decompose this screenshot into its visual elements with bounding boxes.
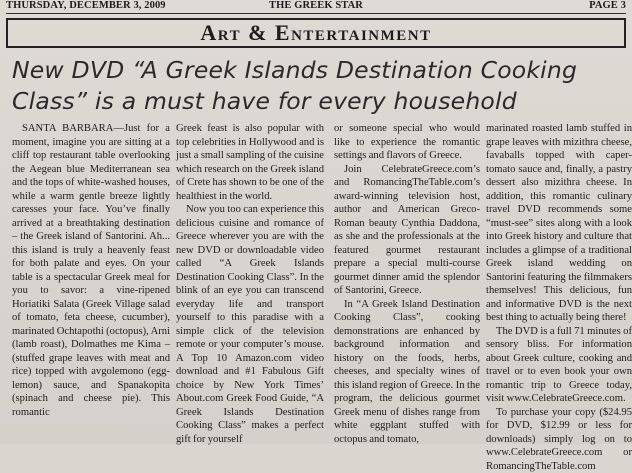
paragraph: Greek feast is also popular with top celebrities in Hollywood and is just a small sampling of the cuisine which research on the Greek island of Crete has shown to be one of the healthiest in the world. (176, 122, 324, 203)
issue-date: THURSDAY, DECEMBER 3, 2009 (6, 0, 166, 11)
masthead (6, 0, 626, 14)
paragraph: The DVD is a full 71 minutes of sensory bliss. For information about Greek culture, cooking and travel or to even book your own romantic trip to Greece today, visit www.CelebrateGreece.com. (486, 325, 632, 406)
article-column-1 (12, 122, 170, 419)
newspaper-name: THE GREEK STAR (6, 0, 626, 11)
paragraph: In “A Greek Island Destination Cooking Class”, cooking demonstrations are enhanced by background information and history on the foods, herbs, cheeses, and specialty wines of this island region of Greece. In the program, the delicious gourmet Greek menu of dishes range from white eggplant stuffed with octopus and tomato, (334, 298, 480, 447)
article-column-3 (334, 122, 480, 446)
paragraph: Now you too can experience this delicious cuisine and romance of Greece wherever you are with the new DVD or downloadable video called “A Greek Islands Destination Cooking Class”. In the blink of an eye you can transcend everyday life and transport yourself to this paradise with a simple click of the television remote or your computer’s mouse. A Top 10 Amazon.com video download and #1 Fabulous Gift choice by New York Times’ About.com Greek Food Guide, “A Greek Islands Destination Cooking Class” makes a perfect gift for yourself (176, 203, 324, 446)
page-number: PAGE 3 (589, 0, 626, 11)
paragraph: or someone special who would like to experience the romantic settings and flavors of Greece. (334, 122, 480, 163)
article-body (8, 122, 632, 444)
section-header (6, 18, 626, 48)
article-column-2 (176, 122, 324, 446)
article-headline: New DVD “A Greek Islands Destination Cooking Class” is a must have for every household (12, 55, 624, 117)
article-column-4 (486, 122, 632, 473)
paragraph: SANTA BARBARA—Just for a moment, imagine you are sitting at a cliff top restaurant table overlooking the Aegean blue Mediterranean sea and the tops of white-washed houses, while a warm gentle breeze lightly caresses your face. You’ve finally arrived at a breathtaking destination – the Greek island of Santorini. Ah... this island is truly a heavenly feast for both palate and eyes. On your table is a spectacular Greek meal for you to savor: a vine-ripened Horiatiki Salata (Greek Village salad of tomato, feta cheese, cucumber), marinated Ochtapothi (octopus), Arni (lamb roast), Dolmathes me Kima – (stuffed grape leaves with meat and rice) topped with avgolemono (egg-lemon) sauce, and Spanakopita (spinach and cheese pie). This romantic (12, 122, 170, 419)
paragraph: marinated roasted lamb stuffed in grape leaves with mizithra cheese, favaballs topped with caper-tomato sauce and, finally, a pastry dessert also mizithra cheese. In addition, this romantic culinary travel DVD recommends some “must-see” sites along with a look into Greek history and culture that includes a glimpse of a traditional Greek island wedding on Santorini featuring the filmmakers themselves! This delicious, fun and informative DVD is the next best thing to actually being there! (486, 122, 632, 325)
section-title: Art & Entertainment (8, 20, 624, 46)
paragraph: To purchase your copy ($24.95 for DVD, $12.99 or less for downloads) simply log on to www.CelebrateGreece.com or RomancingTheTable.com (486, 406, 632, 473)
paragraph: Join CelebrateGreece.com’s and RomancingTheTable.com’s award-winning television host, author and American Greco-Roman beauty Cynthia Daddona, as she and the professionals at the featured gourmet restaurant prepare a special multi-course gourmet dinner amid the splendor of Santorini, Greece. (334, 163, 480, 298)
